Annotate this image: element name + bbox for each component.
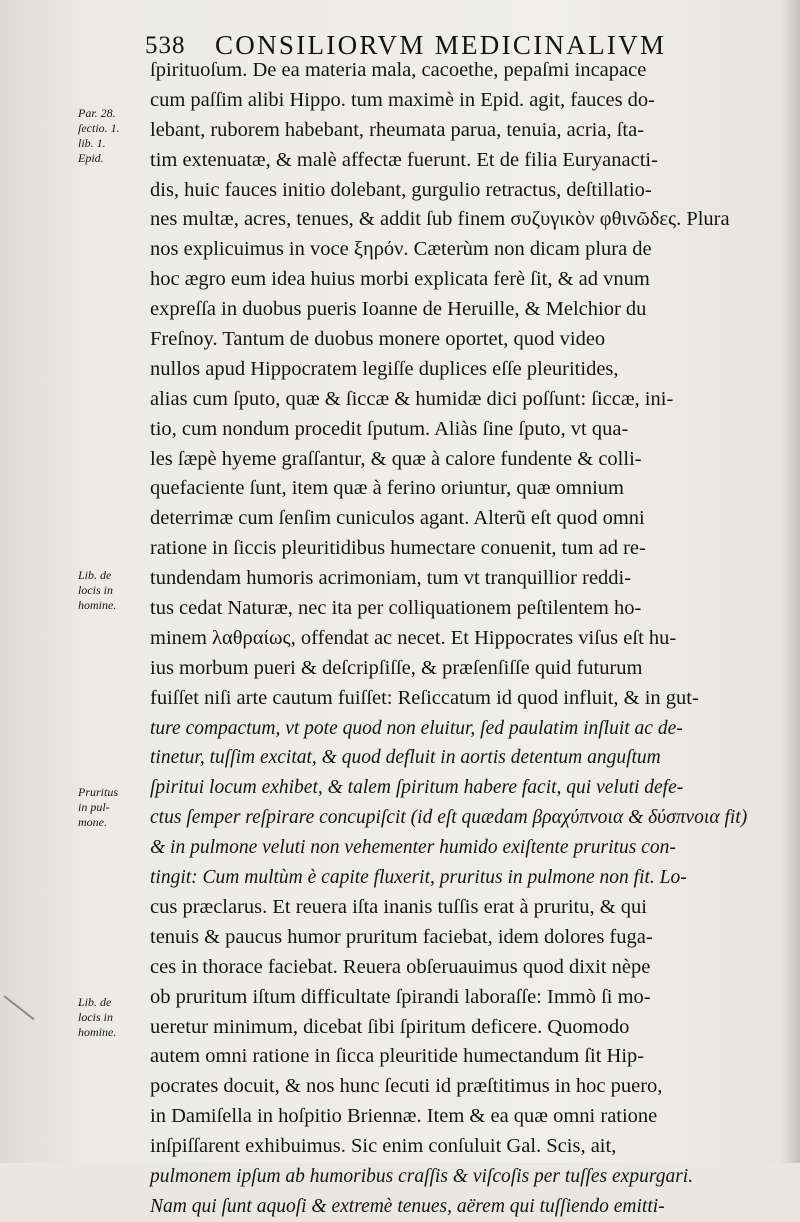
marginal-line: homine. bbox=[78, 1025, 117, 1039]
text-line-italic: & in pulmone veluti non vehementer humido exiſtente pruritus con- bbox=[150, 837, 676, 859]
text-line-italic: tingit: Cum multùm è capite fluxerit, pruritus in pulmone non fit. Lo- bbox=[150, 867, 687, 889]
marginal-line: Lib. de bbox=[78, 568, 112, 582]
marginal-line: ſectio. 1. bbox=[78, 121, 120, 135]
page-fold-mark bbox=[3, 995, 34, 1020]
text-line: ratione in ſiccis pleuritidibus humectare conuenit, tum ad re- bbox=[150, 537, 646, 560]
text-line: tim extenuatæ, & malè affectæ fuerunt. Et de filia Euryanacti- bbox=[150, 148, 658, 171]
marginal-note-lib-de-locis-2 bbox=[78, 995, 150, 1040]
text-line: ius morbum pueri & deſcripſiſſe, & præſenſiſſe quid futurum bbox=[150, 656, 643, 679]
marginal-line: in pul- bbox=[78, 800, 110, 814]
text-line: in Damiſella in hoſpitio Briennæ. Item & ea quæ omni ratione bbox=[150, 1105, 658, 1128]
text-line: quefaciente ſunt, item quæ à ferino oriuntur, quæ omnium bbox=[150, 477, 624, 500]
text-line: tio, cum nondum procedit ſputum. Aliàs ſine ſputo, vt qua- bbox=[150, 417, 629, 440]
text-line-italic: ctus ſemper reſpirare concupiſcit (id eſt quædam βραχύπνοια & δύσπνοια fit) bbox=[150, 807, 748, 829]
text-line: dis, huic fauces initio dolebant, gurgulio retractus, deſtillatio- bbox=[150, 178, 652, 201]
running-title: CONSILIORVM MEDICINALIVM bbox=[215, 30, 667, 60]
marginal-line: locis in bbox=[78, 583, 113, 597]
marginal-line: homine. bbox=[78, 598, 117, 612]
text-line: expreſſa in duobus pueris Ioanne de Heruille, & Melchior du bbox=[150, 298, 647, 321]
marginal-line: mone. bbox=[78, 815, 107, 829]
text-line: deterrimæ cum ſenſim cuniculos agant. Alterũ eſt quod omni bbox=[150, 507, 645, 530]
text-line-italic: Nam qui ſunt aquoſi & extremè tenues, aërem qui tuſſiendo emitti- bbox=[150, 1195, 665, 1217]
text-line: les ſæpè hyeme graſſantur, & quæ à calore fundente & colli- bbox=[150, 447, 642, 470]
text-line: cum paſſim alibi Hippo. tum maximè in Epid. agit, fauces do- bbox=[150, 88, 655, 111]
text-line: ces in thorace faciebat. Reuera obſeruauimus quod dixit nèpe bbox=[150, 955, 651, 978]
text-line: ſpirituoſum. De ea materia mala, cacoethe, pepaſmi incapace bbox=[150, 59, 647, 81]
marginal-line: Pruritus bbox=[78, 785, 119, 799]
text-line: autem omni ratione in ſicca pleuritide humectandum ſit Hip- bbox=[150, 1045, 645, 1068]
text-line: pocrates docuit, & nos hunc ſecuti id præſtitimus in hoc puero, bbox=[150, 1075, 663, 1098]
marginal-note-lib-de-locis-1 bbox=[78, 568, 150, 613]
text-line-italic: ture compactum, vt pote quod non eluitur, ſed paulatim inſluit ac de- bbox=[150, 717, 683, 739]
text-line: tundendam humoris acrimoniam, tum vt tranquillior reddi- bbox=[150, 567, 632, 590]
marginal-note-pruritus bbox=[78, 785, 150, 830]
text-line: cus præclarus. Et reuera iſta inanis tuſſis erat à pruritu, & qui bbox=[150, 895, 647, 918]
text-line: ueretur minimum, dicebat ſibi ſpiritum deficere. Quomodo bbox=[150, 1015, 630, 1038]
text-line: minem λαθραίως, offendat ac necet. Et Hippocrates viſus eſt hu- bbox=[150, 626, 677, 649]
marginal-line: lib. 1. bbox=[78, 136, 106, 150]
text-line: hoc ægro eum idea huius morbi explicata ferè ſit, & ad vnum bbox=[150, 268, 650, 291]
text-line: lebant, ruborem habebant, rheumata parua, tenuia, acria, ſta- bbox=[150, 118, 645, 141]
text-line-italic: pulmonem ipſum ab humoribus craſſis & viſcoſis per tuſſes expurgari. bbox=[150, 1165, 694, 1187]
marginal-note-epid bbox=[78, 106, 150, 166]
text-line-italic: tinetur, tuſſim excitat, & quod defluit in aortis detentum anguſtum bbox=[150, 747, 661, 769]
text-line: nes multæ, acres, tenues, & addit ſub finem συζυγικὸν φθινῶδες. Plura bbox=[150, 208, 730, 231]
text-line: ob pruritum iſtum difficultate ſpirandi laboraſſe: Immò ſi mo- bbox=[150, 985, 651, 1008]
marginal-line: Epid. bbox=[78, 151, 104, 165]
body-text bbox=[150, 56, 765, 1222]
text-line-italic: ſpiritui locum exhibet, & talem ſpiritum habere facit, qui veluti defe- bbox=[150, 777, 684, 799]
text-line: alias cum ſputo, quæ & ſiccæ & humidæ dici poſſunt: ſiccæ, ini- bbox=[150, 387, 674, 410]
scan-edge-shadow bbox=[780, 0, 800, 1163]
marginal-line: locis in bbox=[78, 1010, 113, 1024]
marginal-line: Lib. de bbox=[78, 995, 112, 1009]
page-number: 538 bbox=[145, 32, 186, 59]
marginal-line: Par. 28. bbox=[78, 106, 116, 120]
text-line: nullos apud Hippocratem legiſſe duplices eſſe pleuritides, bbox=[150, 357, 619, 380]
text-line: Freſnoy. Tantum de duobus monere oportet, quod video bbox=[150, 328, 606, 351]
text-line: tenuis & paucus humor pruritum faciebat, idem dolores fuga- bbox=[150, 925, 653, 948]
text-line: tus cedat Naturæ, nec ita per colliquationem peſtilentem ho- bbox=[150, 597, 642, 620]
text-line: nos explicuimus in voce ξηρόν. Cæterùm non dicam plura de bbox=[150, 238, 652, 261]
text-line: fuiſſet niſi arte cautum fuiſſet: Reſiccatum id quod influit, & in gut- bbox=[150, 686, 699, 709]
text-line: inſpiſſarent exhibuimus. Sic enim conſuluit Gal. Scis, ait, bbox=[150, 1135, 617, 1158]
